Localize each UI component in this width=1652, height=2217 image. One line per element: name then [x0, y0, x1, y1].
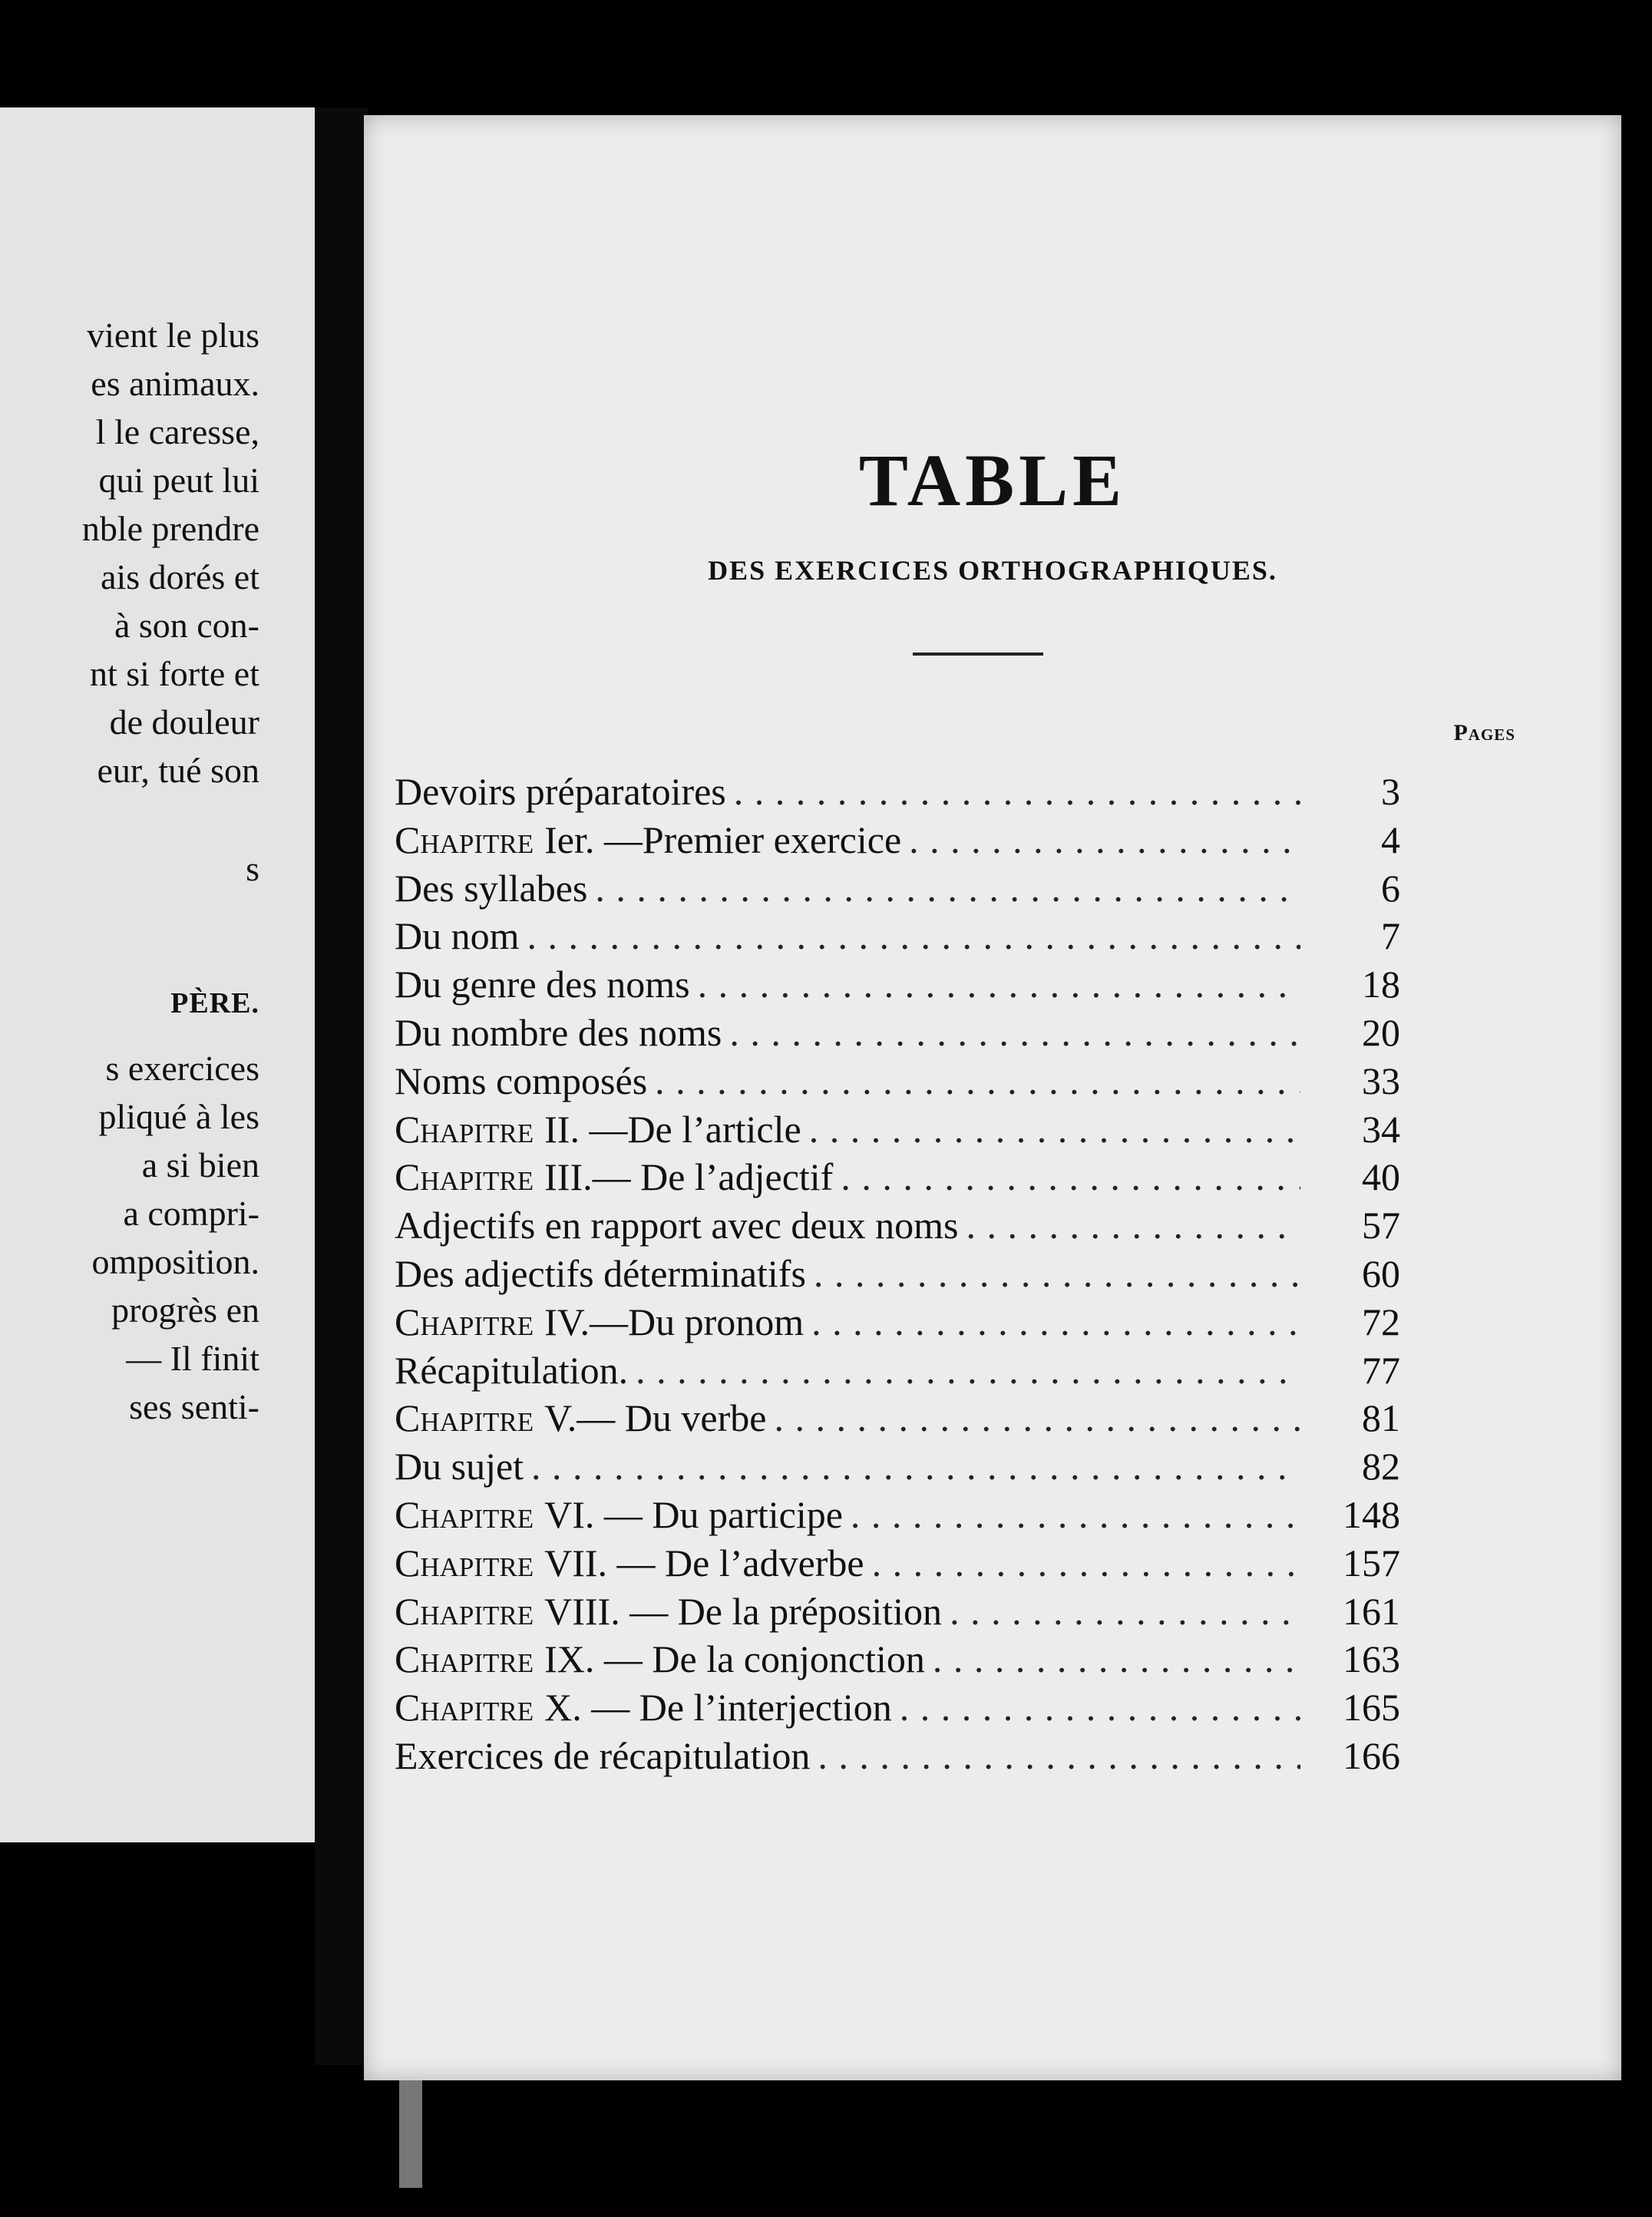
- left-page-line: omposition.: [91, 1242, 259, 1281]
- toc-entry-title: VII. — De l’adverbe: [544, 1541, 864, 1584]
- toc-entry-page: 33: [1362, 1059, 1400, 1102]
- toc-leader: [595, 864, 1300, 913]
- toc-entry-page: 157: [1343, 1541, 1400, 1584]
- toc-leader: [734, 768, 1300, 816]
- left-page-line: ses senti-: [129, 1387, 259, 1426]
- toc-leader: [655, 1057, 1300, 1105]
- toc-entry-title: X. — De l’interjection: [544, 1686, 892, 1730]
- title-divider: [913, 653, 1043, 656]
- toc-entry-page: 6: [1381, 866, 1400, 910]
- toc-entry-page: 165: [1343, 1686, 1400, 1730]
- toc-entry: [395, 1491, 1400, 1539]
- left-page-line: ais dorés et: [101, 557, 259, 596]
- toc-leader: [774, 1394, 1300, 1442]
- toc-entry-title: Du nom: [395, 914, 520, 958]
- toc-entry-page: 166: [1343, 1733, 1400, 1777]
- toc-entry: [395, 912, 1400, 960]
- toc-leader: [531, 1442, 1300, 1491]
- toc-chapter-prefix: Chapitre: [395, 1155, 534, 1199]
- toc-leader: [933, 1635, 1300, 1683]
- toc-leader: [811, 1298, 1300, 1346]
- toc-entry: [395, 864, 1400, 913]
- toc-entry-page: 34: [1362, 1107, 1400, 1151]
- toc-entry-title: Noms composés: [395, 1059, 648, 1102]
- left-page-line: de douleur: [109, 702, 259, 742]
- toc-entry: [395, 1539, 1400, 1588]
- toc-entry-page: 18: [1362, 963, 1400, 1006]
- toc-entry-page: 20: [1362, 1010, 1400, 1054]
- toc-leader: [841, 1153, 1300, 1201]
- toc-leader: [698, 960, 1300, 1009]
- toc-entry-title: V.— Du verbe: [544, 1396, 767, 1440]
- toc-chapter-prefix: Chapitre: [395, 1492, 534, 1536]
- toc-entry: [395, 1732, 1400, 1780]
- toc-entry: [395, 768, 1400, 816]
- toc-leader: [909, 816, 1300, 864]
- toc-leader: [636, 1346, 1300, 1395]
- toc-entry: [395, 960, 1400, 1009]
- toc-chapter-prefix: Chapitre: [395, 1300, 534, 1343]
- toc-leader: [818, 1732, 1300, 1780]
- toc-entry-title: Du sujet: [395, 1445, 524, 1488]
- left-page-line: s: [246, 849, 259, 888]
- toc-entry-title: Adjectifs en rapport avec deux noms: [395, 1204, 959, 1247]
- toc-entry-page: 40: [1362, 1155, 1400, 1199]
- left-page-line: l le caresse,: [95, 412, 259, 451]
- toc-entry: [395, 1683, 1400, 1732]
- toc-chapter-prefix: Chapitre: [395, 818, 534, 861]
- toc-leader: [900, 1683, 1300, 1732]
- toc-entry-title: Devoirs préparatoires: [395, 770, 726, 813]
- left-page-heading: PÈRE.: [170, 987, 259, 1019]
- toc-entry: [395, 1346, 1400, 1395]
- left-page-line: — Il finit: [126, 1339, 259, 1378]
- toc-entry-page: 3: [1381, 770, 1400, 813]
- toc-entry: [395, 1442, 1400, 1491]
- toc-entry-page: 72: [1362, 1300, 1400, 1343]
- toc-chapter-prefix: Chapitre: [395, 1396, 534, 1440]
- toc-entry: [395, 1009, 1400, 1057]
- toc-entry-page: 82: [1362, 1445, 1400, 1488]
- left-page-line: eur, tué son: [97, 751, 259, 790]
- toc-entry-page: 148: [1343, 1492, 1400, 1536]
- toc-entry-page: 57: [1362, 1204, 1400, 1247]
- left-page-line: vient le plus: [87, 316, 259, 355]
- page-edge-strip: [399, 2080, 422, 2188]
- toc-entry: [395, 1201, 1400, 1250]
- toc-list: [395, 768, 1400, 1780]
- toc-chapter-prefix: Chapitre: [395, 1686, 534, 1730]
- toc-entry-title: Du genre des noms: [395, 963, 690, 1006]
- toc-leader: [527, 912, 1301, 960]
- left-page-line: a si bien: [141, 1145, 259, 1184]
- toc-chapter-prefix: Chapitre: [395, 1107, 534, 1151]
- toc-leader: [950, 1588, 1300, 1636]
- toc-entry-title: Récapitulation.: [395, 1348, 629, 1392]
- left-page-line: s exercices: [105, 1049, 259, 1088]
- toc-entry: [395, 1105, 1400, 1154]
- toc-entry-title: Des adjectifs déterminatifs: [395, 1251, 806, 1295]
- toc-entry: [395, 1394, 1400, 1442]
- left-page-line: a compri-: [123, 1194, 259, 1233]
- book-gutter: [315, 107, 368, 2065]
- toc-entry: [395, 816, 1400, 864]
- toc-entry-page: 7: [1381, 914, 1400, 958]
- toc-entry-title: IV.—Du pronom: [544, 1300, 805, 1343]
- page-title: TABLE: [858, 439, 1127, 521]
- left-facing-page: [0, 107, 330, 1842]
- toc-chapter-prefix: Chapitre: [395, 1589, 534, 1633]
- left-page-line: nt si forte et: [90, 654, 259, 693]
- toc-entry-page: 4: [1381, 818, 1400, 861]
- pages-column-header: Pages: [1453, 720, 1515, 745]
- toc-entry: [395, 1153, 1400, 1201]
- toc-leader: [814, 1250, 1300, 1298]
- toc-entry-page: 77: [1362, 1348, 1400, 1392]
- toc-entry-title: III.— De l’adjectif: [544, 1155, 834, 1199]
- toc-chapter-prefix: Chapitre: [395, 1541, 534, 1584]
- toc-entry: [395, 1057, 1400, 1105]
- toc-chapter-prefix: Chapitre: [395, 1637, 534, 1681]
- toc-entry: [395, 1635, 1400, 1683]
- left-page-line: à son con-: [114, 606, 259, 645]
- page-subtitle: DES EXERCICES ORTHOGRAPHIQUES.: [708, 555, 1277, 586]
- toc-leader: [851, 1491, 1300, 1539]
- left-page-line: pliqué à les: [98, 1097, 259, 1136]
- toc-entry-title: VI. — Du participe: [544, 1492, 843, 1536]
- left-page-line: qui peut lui: [98, 461, 259, 500]
- toc-entry-page: 81: [1362, 1396, 1400, 1440]
- toc-entry-title: VIII. — De la préposition: [544, 1589, 943, 1633]
- toc-entry-page: 161: [1343, 1589, 1400, 1633]
- left-page-line: nble prendre: [81, 509, 259, 548]
- left-page-line: progrès en: [111, 1290, 259, 1330]
- toc-entry-title: Du nombre des noms: [395, 1010, 722, 1054]
- left-page-line: es animaux.: [91, 364, 259, 403]
- table-of-contents-page: [364, 115, 1621, 2080]
- toc-leader: [966, 1201, 1300, 1250]
- toc-leader: [809, 1105, 1300, 1154]
- toc-entry-title: Des syllabes: [395, 866, 588, 910]
- toc-entry-page: 60: [1362, 1251, 1400, 1295]
- toc-entry-title: IX. — De la conjonction: [544, 1637, 925, 1681]
- toc-entry-title: Ier. —Premier exercice: [544, 818, 902, 861]
- toc-entry-title: II. —De l’article: [544, 1107, 801, 1151]
- toc-entry: [395, 1250, 1400, 1298]
- toc-leader: [729, 1009, 1300, 1057]
- toc-leader: [872, 1539, 1300, 1588]
- toc-entry-page: 163: [1343, 1637, 1400, 1681]
- toc-entry: [395, 1298, 1400, 1346]
- toc-entry: [395, 1588, 1400, 1636]
- toc-entry-title: Exercices de récapitulation: [395, 1733, 811, 1777]
